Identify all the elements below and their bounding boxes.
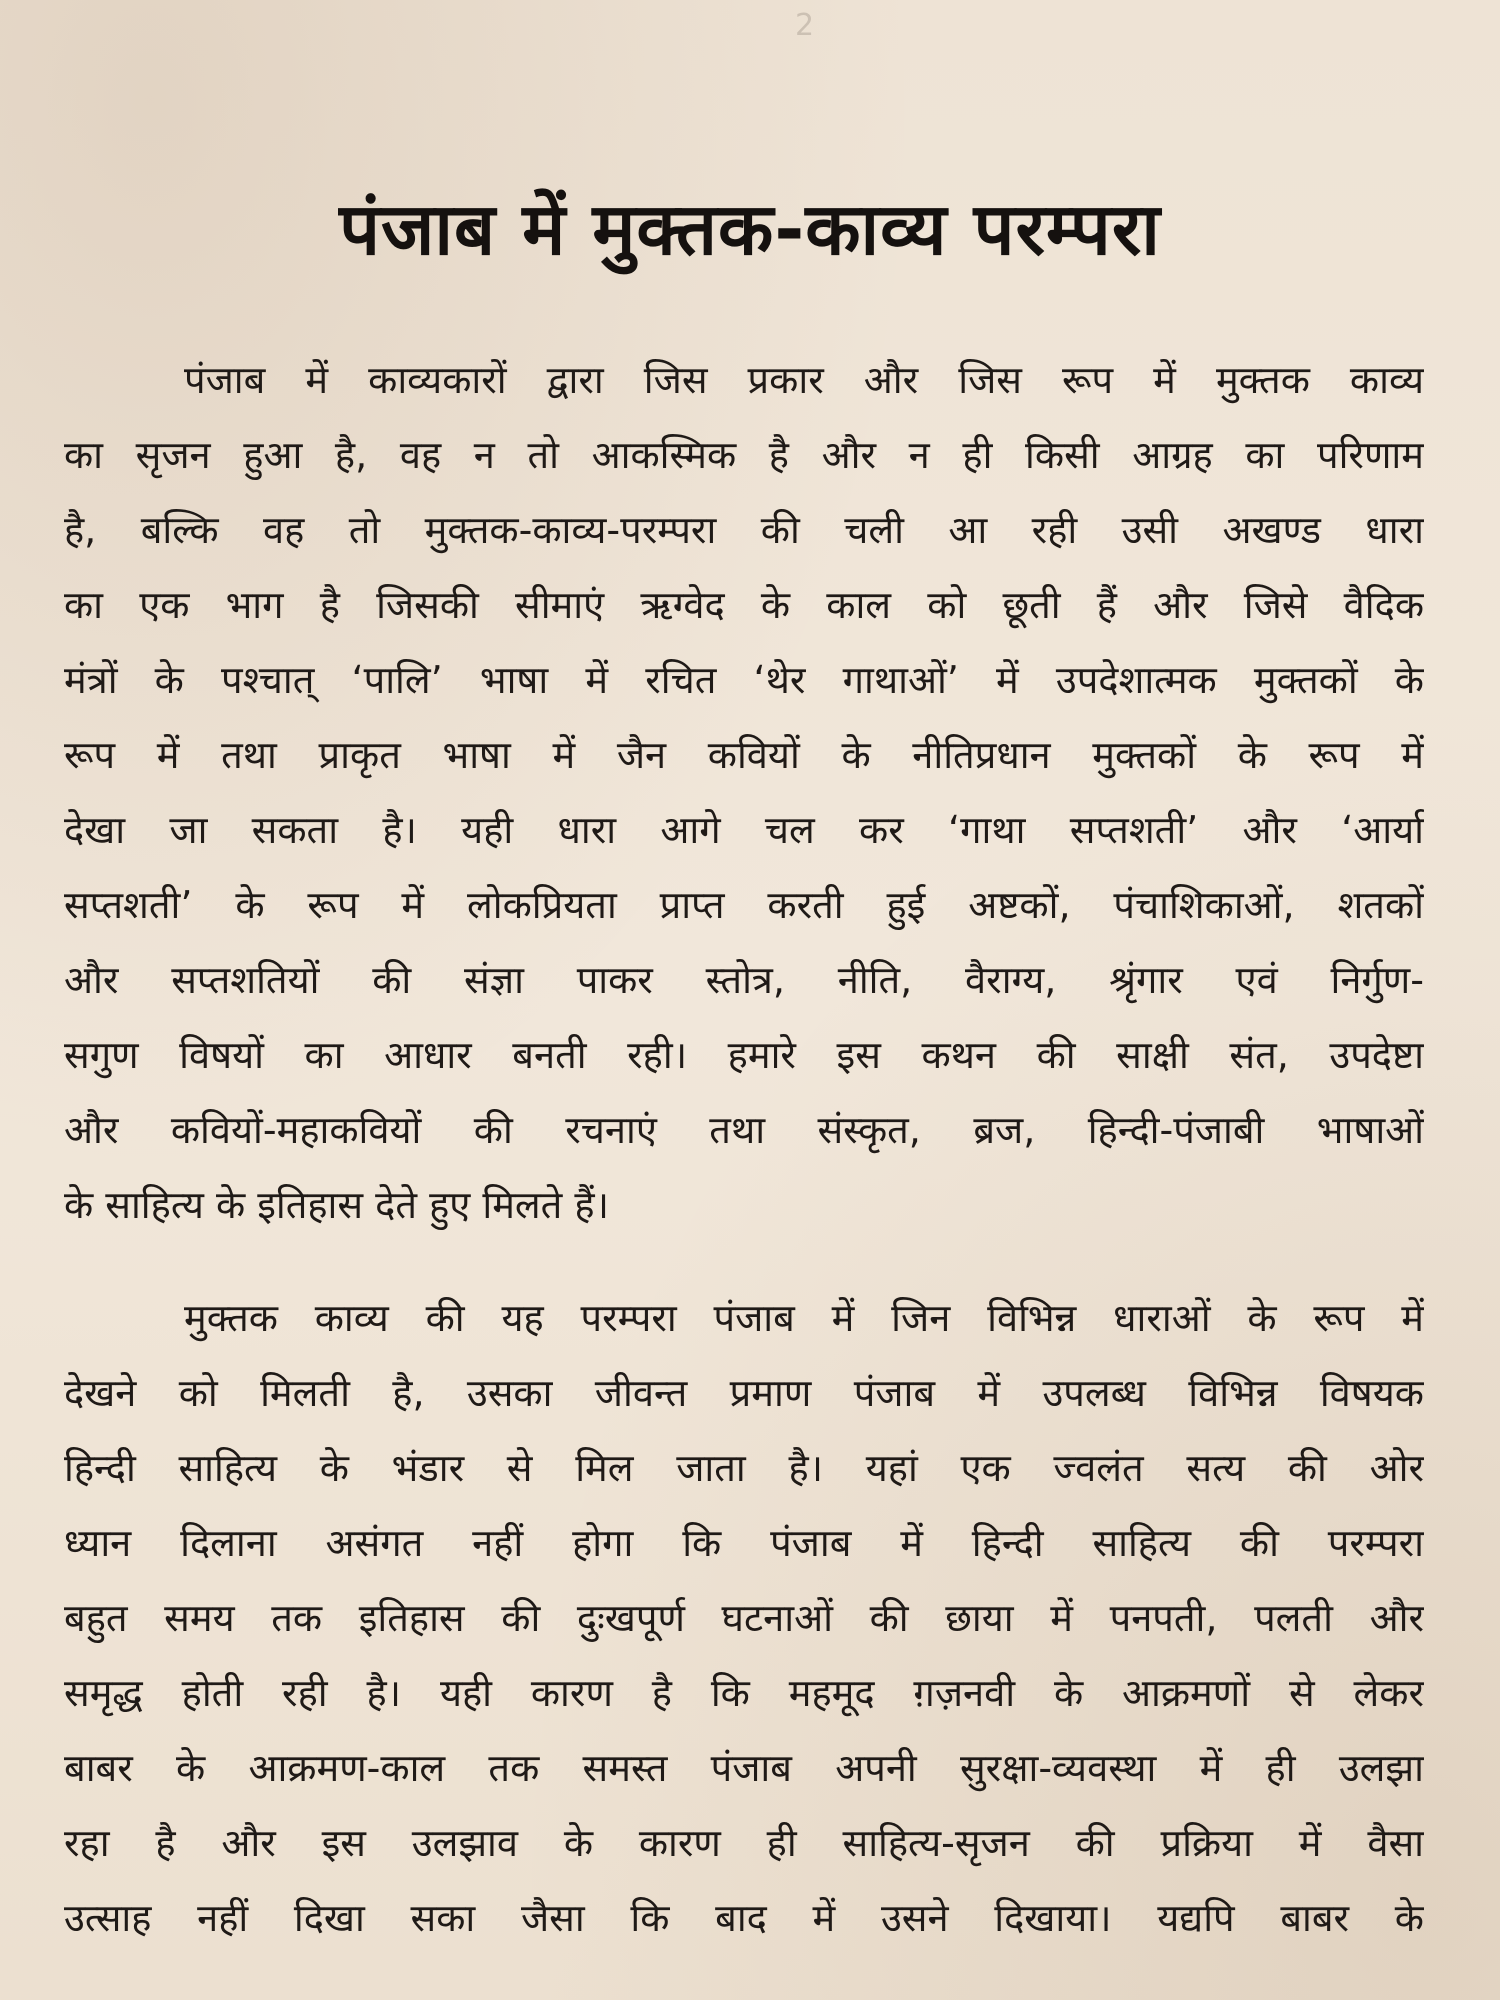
text-line: मुक्तक काव्य की यह परम्परा पंजाब में जिन विभिन्न धाराओं के रूप में <box>184 1296 1424 1340</box>
text-line: के साहित्य के इतिहास देते हुए मिलते हैं। <box>64 1183 610 1227</box>
text-line: का एक भाग है जिसकी सीमाएं ऋग्वेद के काल को छूती हैं और जिसे वैदिक <box>64 583 1424 627</box>
text-line: बहुत समय तक इतिहास की दुःखपूर्ण घटनाओं की छाया में पनपती, पलती और <box>64 1596 1424 1640</box>
text-line: सप्तशती’ के रूप में लोकप्रियता प्राप्त करती हुई अष्टकों, पंचाशिकाओं, शतकों <box>64 883 1424 927</box>
text-line: समृद्ध होती रही है। यही कारण है कि महमूद ग़ज़नवी के आक्रमणों से लेकर <box>64 1671 1424 1715</box>
text-line: और कवियों-महाकवियों की रचनाएं तथा संस्कृत, ब्रज, हिन्दी-पंजाबी भाषाओं <box>64 1108 1424 1152</box>
page-number: 2 <box>795 8 815 43</box>
paragraph-1 <box>64 343 1424 1243</box>
text-line: ध्यान दिलाना असंगत नहीं होगा कि पंजाब में हिन्दी साहित्य की परम्परा <box>64 1521 1424 1565</box>
text-line: सगुण विषयों का आधार बनती रही। हमारे इस कथन की साक्षी संत, उपदेष्टा <box>64 1033 1424 1077</box>
paragraph-2 <box>64 1281 1424 1956</box>
text-line: और सप्तशतियों की संज्ञा पाकर स्तोत्र, नीति, वैराग्य, श्रृंगार एवं निर्गुण- <box>64 958 1424 1002</box>
text-line: का सृजन हुआ है, वह न तो आकस्मिक है और न ही किसी आग्रह का परिणाम <box>64 433 1424 477</box>
text-line: है, बल्कि वह तो मुक्तक-काव्य-परम्परा की चली आ रही उसी अखण्ड धारा <box>64 508 1424 552</box>
text-line: उत्साह नहीं दिखा सका जैसा कि बाद में उसने दिखाया। यद्यपि बाबर के <box>64 1896 1424 1940</box>
text-line: मंत्रों के पश्चात् ‘पालि’ भाषा में रचित ‘थेर गाथाओं’ में उपदेशात्मक मुक्तकों के <box>64 658 1424 702</box>
page-title: पंजाब में मुक्तक-काव्य परम्परा <box>339 187 1161 271</box>
text-line: हिन्दी साहित्य के भंडार से मिल जाता है। यहां एक ज्वलंत सत्य की ओर <box>64 1446 1424 1490</box>
text-line: रूप में तथा प्राकृत भाषा में जैन कवियों के नीतिप्रधान मुक्तकों के रूप में <box>64 733 1424 777</box>
text-line: देखने को मिलती है, उसका जीवन्त प्रमाण पंजाब में उपलब्ध विभिन्न विषयक <box>64 1371 1424 1415</box>
text-line: रहा है और इस उलझाव के कारण ही साहित्य-सृजन की प्रक्रिया में वैसा <box>64 1821 1424 1865</box>
text-line: देखा जा सकता है। यही धारा आगे चल कर ‘गाथा सप्तशती’ और ‘आर्या <box>64 808 1424 852</box>
text-line: पंजाब में काव्यकारों द्वारा जिस प्रकार और जिस रूप में मुक्तक काव्य <box>184 358 1424 402</box>
text-line: बाबर के आक्रमण-काल तक समस्त पंजाब अपनी सुरक्षा-व्यवस्था में ही उलझा <box>64 1746 1424 1790</box>
